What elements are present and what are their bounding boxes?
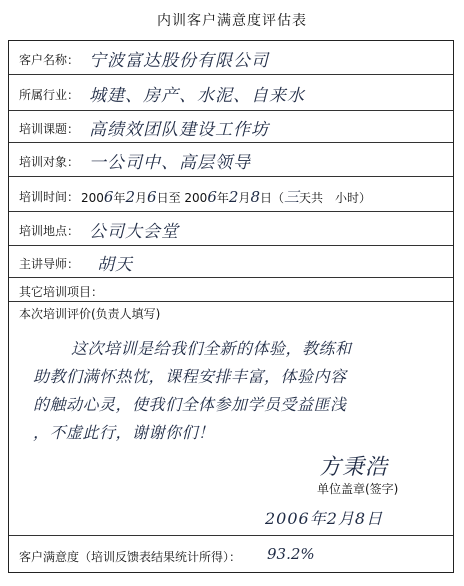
row-topic <box>9 111 453 143</box>
audience-value: 一公司中、高层领导 <box>89 153 251 173</box>
row-satisfaction <box>9 536 453 572</box>
row-client-name <box>9 41 453 75</box>
time-to-label: 日至 200 <box>156 191 208 205</box>
time-day2: 8 <box>250 188 260 206</box>
evaluation-form <box>8 40 454 573</box>
evaluation-label: 本次培训评价(负责人填写) <box>19 307 161 321</box>
evaluation-line: 这次培训是给我们全新的体验，教练和 <box>71 339 352 358</box>
time-year-char1: 年 <box>113 191 126 205</box>
row-audience <box>9 143 453 177</box>
trainer-label: 主讲导师： <box>19 257 80 271</box>
row-trainer <box>9 246 453 278</box>
other-label: 其它培训项目： <box>19 285 104 299</box>
time-prefix: 200 <box>81 191 104 205</box>
form-title: 内训客户满意度评估表 <box>157 13 307 29</box>
satisfaction-value: 93.2% <box>267 545 315 563</box>
place-value: 公司大会堂 <box>89 222 179 242</box>
topic-label: 培训课题： <box>19 122 80 136</box>
topic-value: 高绩效团队建设工作坊 <box>89 120 269 140</box>
seal-label: 单位盖章(签字) <box>317 482 399 496</box>
time-year1: 6 <box>103 188 114 206</box>
time-day-char: 日（ <box>259 191 284 205</box>
row-place <box>9 212 453 246</box>
time-month-char2: 月 <box>238 191 251 205</box>
row-evaluation <box>9 302 453 536</box>
trainer-value: 胡天 <box>97 255 133 275</box>
evaluation-date: 2006年2月8日 <box>265 509 384 528</box>
time-year-char2: 年 <box>216 191 229 205</box>
signature: 方秉浩 <box>319 455 389 480</box>
row-time <box>9 177 453 212</box>
time-month2: 2 <box>228 188 239 206</box>
row-other <box>9 278 453 302</box>
satisfaction-label: 客户满意度（培训反馈表结果统计所得）： <box>19 550 242 564</box>
time-label: 培训时间： <box>19 190 80 204</box>
evaluation-line: 的触动心灵，使我们全体参加学员受益匪浅 <box>33 395 347 414</box>
time-value <box>81 186 371 207</box>
time-suffix: 天共 小时） <box>299 191 372 205</box>
client-name-label: 客户名称： <box>19 53 80 67</box>
audience-label: 培训对象： <box>19 155 80 169</box>
time-month1: 2 <box>125 188 136 206</box>
evaluation-line: 助教们满怀热忱，课程安排丰富，体验内容 <box>33 367 347 386</box>
time-days: 三 <box>284 188 300 206</box>
industry-label: 所属行业： <box>19 88 80 102</box>
industry-value: 城建、房产、水泥、自来水 <box>89 86 305 106</box>
row-industry <box>9 75 453 111</box>
place-label: 培训地点： <box>19 224 80 238</box>
time-month-char1: 月 <box>135 191 148 205</box>
time-year2: 6 <box>207 188 217 206</box>
evaluation-line: ，不虚此行，谢谢你们！ <box>33 423 215 442</box>
time-day1: 6 <box>147 188 157 206</box>
client-name-value: 宁波富达股份有限公司 <box>89 51 269 71</box>
